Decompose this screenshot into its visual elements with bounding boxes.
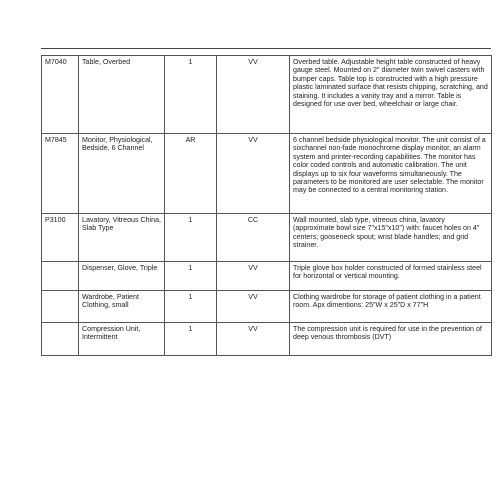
quantity-cell: AR [165,134,217,214]
quantity-cell: 1 [165,214,217,262]
quantity-cell: 1 [165,262,217,291]
equipment-code-cell [42,323,79,356]
responsibility-cell: VV [217,134,290,214]
table-row [42,134,492,214]
description-cell: Clothing wardrobe for storage of patient clothing in a patient room. Apx dimentions: 25"W x 25"D x 77"H [290,291,492,323]
table-row [42,291,492,323]
responsibility-cell: VV [217,291,290,323]
description-cell: Wall mounted, slab type, vitreous china, lavatory (approximate bowl size 7"x15"x10") with: faucet holes on 4" centers; gooseneck spout; wrist blade handles; and grid strainer. [290,214,492,262]
equipment-code-cell: M7040 [42,56,79,134]
description-cell: The compression unit is required for use in the prevention of deep venous thrombosis (DVT) [290,323,492,356]
responsibility-cell: CC [217,214,290,262]
responsibility-cell: VV [217,323,290,356]
equipment-code-cell [42,291,79,323]
equipment-code-cell [42,262,79,291]
quantity-cell: 1 [165,323,217,356]
equipment-code-cell: P3100 [42,214,79,262]
quantity-cell: 1 [165,291,217,323]
table-row [42,56,492,134]
equipment-code-cell: M7845 [42,134,79,214]
quantity-cell: 1 [165,56,217,134]
table-row [42,323,492,356]
responsibility-cell: VV [217,56,290,134]
responsibility-cell: VV [217,262,290,291]
equipment-name-cell: Table, Overbed [79,56,165,134]
description-cell: 6 channel bedside physiological monitor. The unit consist of a sixchannel non-fade monochrome display monitor, an alarm system and printer-recording capabilities. The monitor has color coded controls and automatic calibration. The unit displays up to six four waveforms simultaneously. The parameters to be monitored are user selectable. The monitor may be connected to a central monitoring station. [290,134,492,214]
equipment-name-cell: Dispenser, Glove, Triple [79,262,165,291]
equipment-name-cell: Lavatory, Vitreous China, Slab Type [79,214,165,262]
equipment-name-cell: Wardrobe, Patient Clothing, small [79,291,165,323]
description-cell: Overbed table. Adjustable height table constructed of heavy gauge steel. Mounted on 2" diameter twin swivel casters with bumper caps. Table top is constructed with a high pressure plastic laminated surface that resists chipping, scratching, and staining. It includes a vanity tray and a mirror. Table is designed for use over bed, wheelchair or large chair. [290,56,492,134]
header-rule [41,48,491,49]
table-row [42,214,492,262]
equipment-name-cell: Monitor, Physiological, Bedside, 6 Channel [79,134,165,214]
equipment-name-cell: Compression Unit, Intermittent [79,323,165,356]
description-cell: Triple glove box holder constructed of formed stainless steel for horizontal or vertical mounting. [290,262,492,291]
table-row [42,262,492,291]
equipment-table [41,55,492,356]
